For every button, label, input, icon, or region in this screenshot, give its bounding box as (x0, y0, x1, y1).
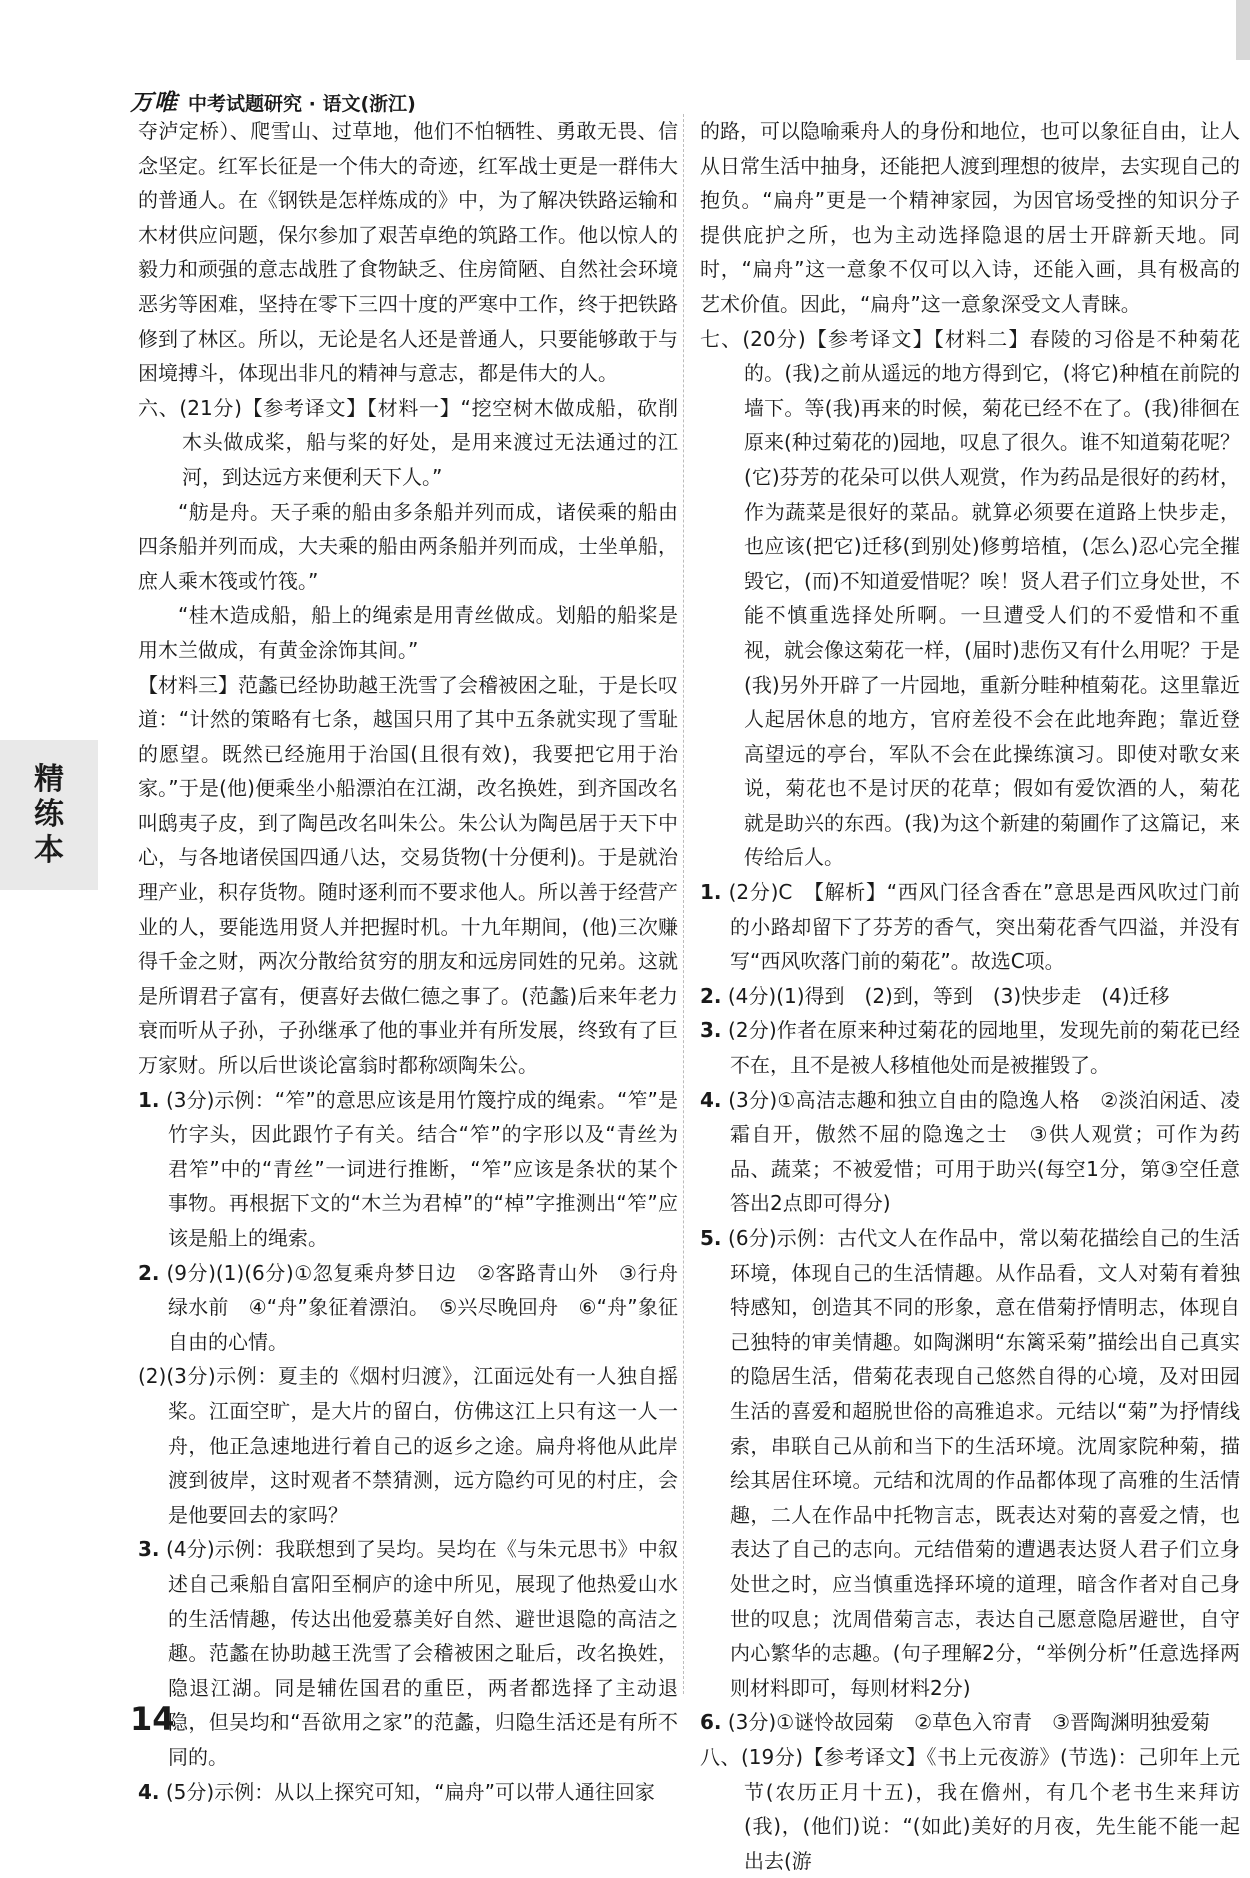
page-number: 14 (130, 1700, 175, 1738)
paragraph-text: (3分)①谜怜故园菊 ②草色入帘青 ③晋陶渊明独爱菊 (727, 1710, 1210, 1735)
paragraph-text: 八、(19分)【参考译文】《书上元夜游》(节选)：己卯年上元节(农历正月十五)，我在儋州，有几个老书生来拜访(我)，(他们)说：“(如此)美好的月夜，先生能不能一起出去(游 (700, 1744, 1240, 1873)
question-number: 2. (700, 983, 722, 1008)
question-number: 4. (138, 1779, 160, 1804)
paragraph (700, 1705, 1240, 1740)
question-number: 1. (138, 1087, 160, 1112)
paragraph (700, 875, 1240, 979)
paragraph-text: “桂木造成船，船上的绳索是用青丝做成。划船的船桨是用木兰做成，有黄金涂饰其间。” (138, 603, 678, 662)
paragraph-text: (2)(3分)示例：夏圭的《烟村归渡》，江面远处有一人独自摇桨。江面空旷，是大片的留白，仿佛这江上只有这一人一舟，他正急速地进行着自己的返乡之途。扁舟将他从此岸渡到彼岸，这时观者不禁猜测，远方隐约可见的村庄，会是他要回去的家吗？ (138, 1364, 678, 1527)
paragraph (700, 114, 1240, 322)
paragraph-text: (4分)示例：我联想到了吴均。吴均在《与朱元思书》中叙述自己乘船自富阳至桐庐的途中所见，展现了他热爱山水的生活情趣，传达出他爱慕美好自然、避世退隐的高洁之趣。范蠡在协助越王洗雪了会稽被困之耻后，改名换姓，隐退江湖。同是辅佐国君的重臣，两者都选择了主动退隐，但吴均和“吾欲用之家”的范蠡，归隐生活还是有所不同的。 (166, 1537, 678, 1769)
paragraph-text: (4分)(1)得到 (2)到，等到 (3)快步走 (4)迁移 (727, 983, 1170, 1008)
paragraph-text: (3分)①高洁志趣和独立自由的隐逸人格 ②淡泊闲适、凌霜自开，傲然不屈的隐逸之士 ③供人观赏；可作为药品、蔬菜；不被爱惜；可用于助兴(每空1分，第③空任意答出2点即可得分) (728, 1087, 1240, 1216)
side-tab-char: 精 (34, 761, 64, 797)
right-column (700, 114, 1240, 1878)
question-number: 2. (138, 1260, 160, 1285)
paragraph (138, 1532, 678, 1774)
paragraph (700, 1221, 1240, 1705)
paragraph (138, 1359, 678, 1532)
paragraph (138, 1083, 678, 1256)
paragraph (700, 1083, 1240, 1221)
paragraph-text: (5分)示例：从以上探究可知，“扁舟”可以带人通往回家 (165, 1779, 655, 1804)
paragraph-text: “舫是舟。天子乘的船由多条船并列而成，诸侯乘的船由四条船并列而成，大夫乘的船由两条船并列而成，士坐单船，庶人乘木筏或竹筏。” (138, 499, 678, 593)
question-number: 3. (700, 1018, 722, 1043)
book-title: 中考试题研究 · 语文(浙江) (188, 93, 416, 115)
paragraph (700, 979, 1240, 1014)
left-column (138, 114, 678, 1809)
paragraph (700, 1013, 1240, 1082)
paragraph-text: (2分)C 【解析】“西风门径含香在”意思是西风吹过门前的小路却留下了芬芳的香气，突出菊花香气四溢，并没有写“西风吹落门前的菊花”。故选C项。 (728, 880, 1240, 974)
paragraph (700, 1740, 1240, 1878)
side-tab-char: 练 (34, 797, 64, 833)
paragraph-text: 【材料三】范蠡已经协助越王洗雪了会稽被困之耻，于是长叹道：“计然的策略有七条，越国只用了其中五条就实现了雪耻的愿望。既然已经施用于治国(且很有效)，我要把它用于治家。”于是(他)便乘坐小船漂泊在江湖，改名换姓，到齐国改名叫鸱夷子皮，到了陶邑改名叫朱公。朱公认为陶邑居于天下中心，与各地诸侯国四通八达，交易货物(十分便利)。于是就治理产业，积存货物。随时逐利而不要求他人。所以善于经营产业的人，要能选用贤人并把握时机。十九年期间，(他)三次赚得千金之财，两次分散给贫穷的朋友和远房同姓的兄弟。这就是所谓君子富有，便喜好去做仁德之事了。(范蠡)后来年老力衰而听从子孙，子孙继承了他的事业并有所发展，终致有了巨万家财。所以后世谈论富翁时都称颂陶朱公。 (138, 672, 678, 1078)
paragraph (138, 598, 678, 667)
question-number: 3. (138, 1537, 160, 1562)
question-number: 6. (700, 1710, 722, 1735)
paragraph-text: (9分)(1)(6分)①忽复乘舟梦日边 ②客路青山外 ③行舟绿水前 ④“舟”象征着漂泊。 ⑤兴尽晚回舟 ⑥“舟”象征自由的心情。 (166, 1260, 679, 1354)
page-header (130, 84, 416, 117)
paragraph (138, 391, 678, 495)
question-number: 1. (700, 880, 722, 905)
paragraph (138, 114, 678, 391)
paragraph-text: 的路，可以隐喻乘舟人的身份和地位，也可以象征自由，让人从日常生活中抽身，还能把人渡到理想的彼岸，去实现自己的抱负。“扁舟”更是一个精神家园，为因官场受挫的知识分子提供庇护之所，也为主动选择隐退的居士开辟新天地。同时，“扁舟”这一意象不仅可以入诗，还能入画，具有极高的艺术价值。因此，“扁舟”这一意象深受文人青睐。 (700, 119, 1240, 316)
paragraph-text: (2分)作者在原来种过菊花的园地里，发现先前的菊花已经不在，且不是被人移植他处而是被摧毁了。 (728, 1018, 1240, 1078)
question-number: 5. (700, 1226, 722, 1250)
paragraph (700, 322, 1240, 876)
paragraph-text: 六、(21分)【参考译文】【材料一】“挖空树木做成船，砍削木头做成桨，船与桨的好处，是用来渡过无法通过的江河，到达远方来便利天下人。” (138, 395, 678, 489)
paragraph (138, 1775, 678, 1810)
paragraph-text: 七、(20分)【参考译文】【材料二】春陵的习俗是不种菊花的。(我)之前从遥远的地方得到它，(将它)种植在前院的墙下。等(我)再来的时候，菊花已经不在了。(我)徘徊在原来(种过菊花的)园地，叹息了很久。谁不知道菊花呢？(它)芬芳的花朵可以供人观赏，作为药品是很好的药材，作为蔬菜是很好的菜品。就算必须要在道路上快步走，也应该(把它)迁移(到别处)修剪培植，(怎么)忍心完全摧毁它，(而)不知道爱惜呢？唉！贤人君子们立身处世，不能不慎重选择处所啊。一旦遭受人们的不爱惜和不重视，就会像这菊花一样，(届时)悲伤又有什么用呢？于是(我)另外开辟了一片园地，重新分畦种植菊花。这里靠近人起居休息的地方，官府差役不会在此地奔跑；靠近登高望远的亭台，军队不会在此操练演习。即使对歌女来说，菊花也不是讨厌的花草；假如有爱饮酒的人，菊花就是助兴的东西。(我)为这个新建的菊圃作了这篇记，来传给后人。 (700, 326, 1240, 870)
question-number: 4. (700, 1087, 722, 1112)
page-corner-shade (1236, 0, 1250, 60)
paragraph (138, 495, 678, 599)
paragraph (138, 668, 678, 1083)
brand-logo: 万唯 (130, 90, 178, 116)
side-tab-char: 本 (34, 832, 64, 868)
paragraph-text: 夺泸定桥）、爬雪山、过草地，他们不怕牺牲、勇敢无畏、信念坚定。红军长征是一个伟大的奇迹，红军战士更是一群伟大的普通人。在《钢铁是怎样炼成的》中，为了解决铁路运输和木材供应问题，保尔参加了艰苦卓绝的筑路工作。他以惊人的毅力和顽强的意志战胜了食物缺乏、住房简陋、自然社会环境恶劣等困难，坚持在零下三四十度的严寒中工作，终于把铁路修到了林区。所以，无论是名人还是普通人，只要能够敢于与困境搏斗，体现出非凡的精神与意志，都是伟大的人。 (138, 119, 678, 386)
paragraph (138, 1256, 678, 1360)
column-divider (683, 114, 684, 1694)
paragraph-text: (6分)示例：古代文人在作品中，常以菊花描绘自己的生活环境，体现自己的生活情趣。从作品看，文人对菊有着独特感知，创造其不同的形象，意在借菊抒情明志，体现自己独特的审美情趣。如陶渊明“东篱采菊”描绘出自己真实的隐居生活，借菊花表现自己悠然自得的心境，及对田园生活的喜爱和超脱世俗的高雅追求。元结以“菊”为抒情线索，串联自己从前和当下的生活环境。沈周家院种菊，描绘其居住环境。元结和沈周的作品都体现了高雅的生活情趣，二人在作品中托物言志，既表达对菊的喜爱之情，也表达了自己的志向。元结借菊的遭遇表达贤人君子们立身处世之时，应当慎重选择环境的道理，暗含作者对自己身世的叹息；沈周借菊言志，表达自己愿意隐居避世，自守内心繁华的志趣。(句子理解2分，“举例分析”任意选择两则材料即可，每则材料2分) (728, 1226, 1240, 1700)
side-tab (0, 740, 98, 890)
paragraph-text: (3分)示例：“笮”的意思应该是用竹篾拧成的绳索。“笮”是竹字头，因此跟竹子有关。结合“笮”的字形以及“青丝为君笮”中的“青丝”一词进行推断，“笮”应该是条状的某个事物。再根据下文的“木兰为君棹”的“棹”字推测出“笮”应该是船上的绳索。 (165, 1087, 679, 1250)
